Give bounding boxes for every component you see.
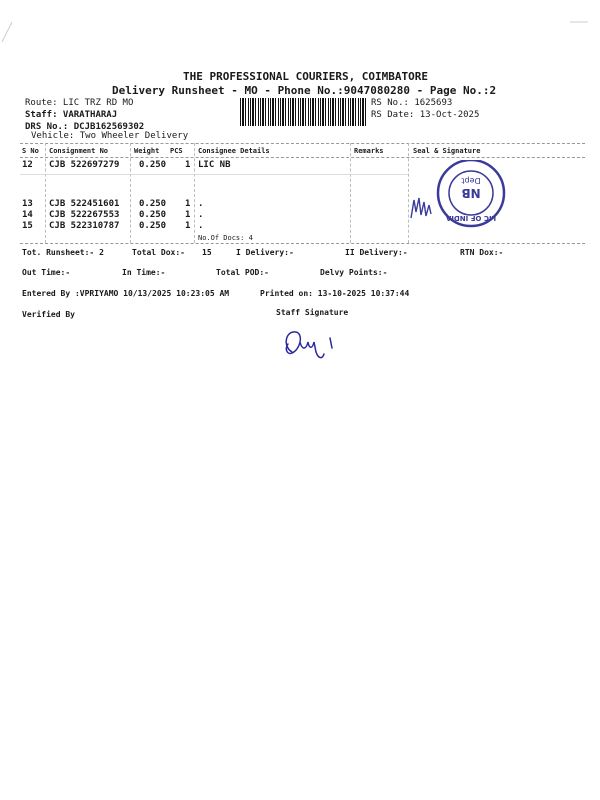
drs-number: DRS No.: DCJB162569302 [25,122,145,132]
stamp-dept-text: Dept [461,176,481,185]
col-header-sno: S No [22,147,39,155]
total-pod-label: Total POD:- [216,268,269,277]
rtn-dox-label: RTN Dox:- [460,248,504,257]
i-delivery-label: I Delivery:- [236,248,294,257]
stamp-ring-text: LIC OF INDIA [445,214,497,222]
row-weight: 0.250 [139,160,167,170]
total-dox-value: 15 [202,248,212,257]
row-consignee: . [198,199,204,209]
ii-delivery-label: II Delivery:- [345,248,408,257]
row-consignment: CJB 522267553 [49,210,120,220]
route-label: Route: LIC TRZ RD MO [25,98,134,108]
total-dox-label: Total Dox:- [132,248,185,257]
rs-date: RS Date: 13-Oct-2025 [371,110,480,120]
row-pcs: 1 [185,160,191,170]
printed-on: Printed on: 13-10-2025 10:37:44 [260,289,410,298]
col-header-weight: Weight [134,147,160,155]
row-sno: 14 [22,210,33,220]
row-pcs: 1 [185,199,191,209]
document-subtitle: Delivery Runsheet - MO - Phone No.:9047080280 - Page No.:2 [112,84,497,97]
row-consignee: LIC NB [198,160,231,170]
col-header-consignment: Consignment No [49,147,109,155]
no-of-docs: No.Of Docs: 4 [198,234,253,242]
col-header-remarks: Remarks [354,147,384,155]
staff-signature-label: Staff Signature [276,308,349,317]
row-consignment: CJB 522697279 [49,160,120,170]
row-pcs: 1 [185,221,191,231]
row-weight: 0.250 [139,210,167,220]
verified-by: Verified By [22,310,75,319]
vehicle-label: Vehicle: Two Wheeler Delivery [31,131,189,141]
delvy-points-label: Delvy Points:- [320,268,388,277]
row-consignment: CJB 522451601 [49,199,120,209]
rs-number: RS No.: 1625693 [371,98,453,108]
entered-by: Entered By :VPRIYAMO 10/13/2025 10:23:05 AM [22,289,230,298]
staff-label: Staff: VARATHARAJ [25,110,118,120]
document-title: THE PROFESSIONAL COURIERS, COIMBATORE [183,70,429,83]
total-runsheet: Tot. Runsheet:- 2 [22,248,104,257]
col-header-seal: Seal & Signature [413,147,481,155]
row-weight: 0.250 [139,199,167,209]
row-consignment: CJB 522310787 [49,221,120,231]
in-time-label: In Time:- [122,268,166,277]
col-header-pcs: PCS [170,147,183,155]
stamp-nb-text: NB [461,186,481,200]
row-weight: 0.250 [139,221,167,231]
row-consignee: . [198,221,204,231]
row-sno: 15 [22,221,33,231]
col-header-consignee: Consignee Details [198,147,270,155]
row-consignee: . [198,210,204,220]
row-sno: 12 [22,160,33,170]
row-pcs: 1 [185,210,191,220]
out-time-label: Out Time:- [22,268,71,277]
row-sno: 13 [22,199,33,209]
